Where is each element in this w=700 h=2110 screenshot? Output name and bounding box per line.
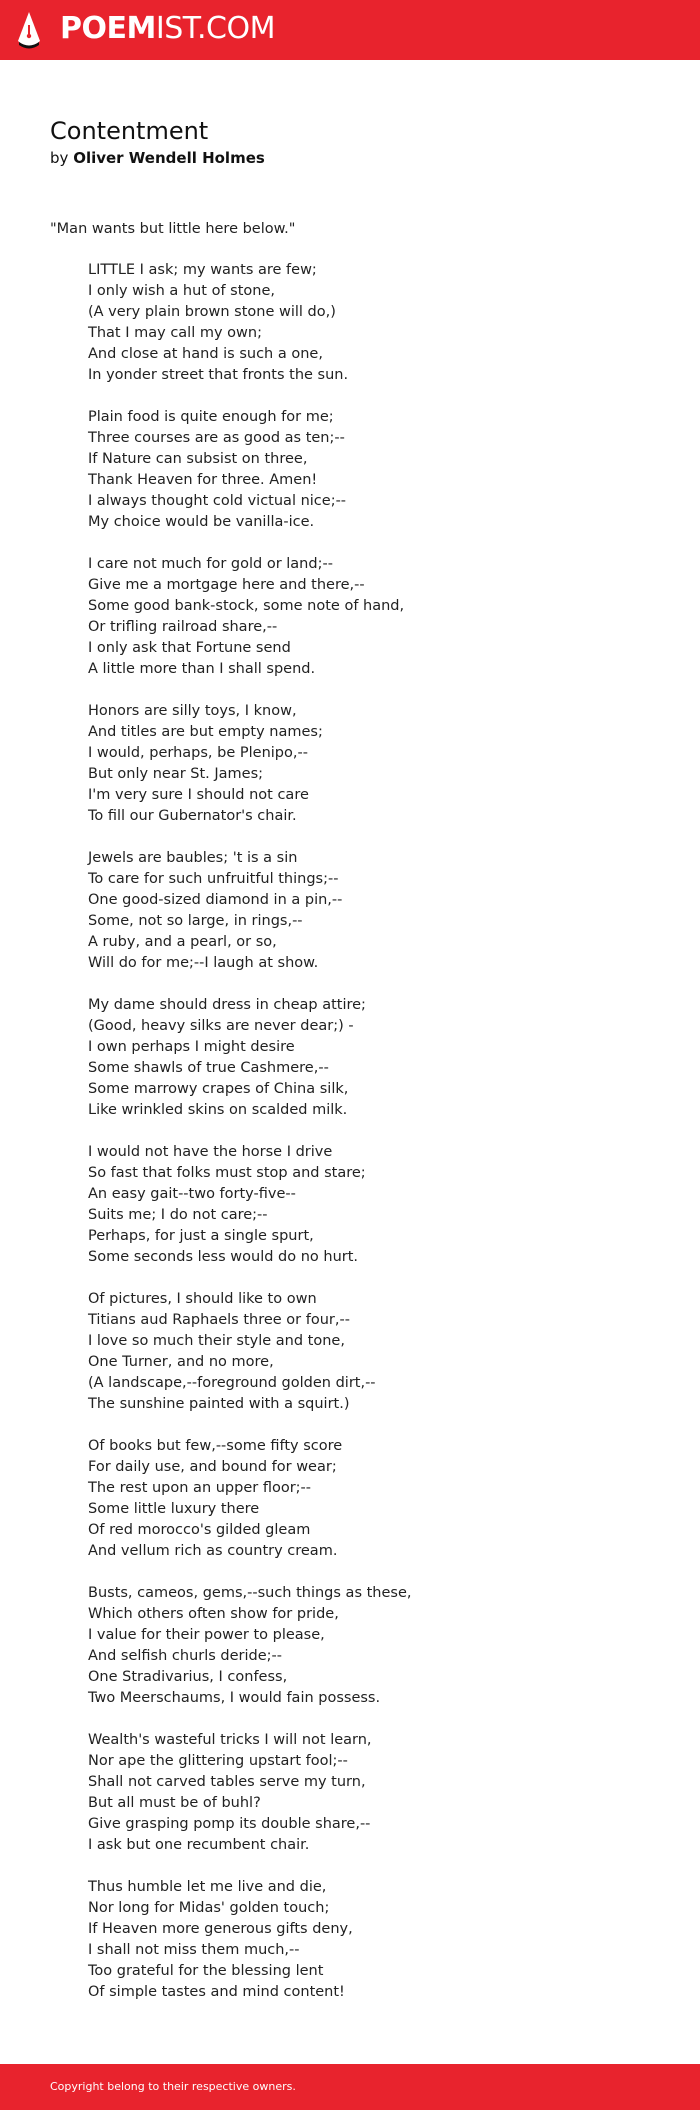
poem-line: Three courses are as good as ten;--: [88, 430, 345, 446]
stanza: [88, 1289, 668, 1415]
stanza: [88, 1877, 668, 2003]
poem-line: Some shawls of true Cashmere,--: [88, 1060, 329, 1076]
pen-nib-icon: [16, 11, 42, 51]
poem-line: I love so much their style and tone,: [88, 1333, 345, 1349]
poem-line: I would not have the horse I drive: [88, 1144, 333, 1160]
poem-line: Titians aud Raphaels three or four,--: [88, 1312, 350, 1328]
poem-line: Of simple tastes and mind content!: [88, 1984, 345, 2000]
poem-line: Thank Heaven for three. Amen!: [88, 472, 318, 488]
poem-line: And selfish churls deride;--: [88, 1648, 283, 1664]
poem-line: I always thought cold victual nice;--: [88, 493, 347, 509]
site-footer: [0, 2064, 700, 2110]
poem-line: My choice would be vanilla-ice.: [88, 514, 315, 530]
poem-line: Some seconds less would do no hurt.: [88, 1249, 359, 1265]
poem-line: Which others often show for pride,: [88, 1606, 339, 1622]
stanza: [88, 995, 668, 1121]
poem-body: [88, 260, 668, 2024]
poem-line: Two Meerschaums, I would fain possess.: [88, 1690, 381, 1706]
poem-line: Will do for me;--I laugh at show.: [88, 955, 319, 971]
stanza: [88, 260, 668, 386]
poem-line: (Good, heavy silks are never dear;) -: [88, 1018, 354, 1034]
poem-line: Shall not carved tables serve my turn,: [88, 1774, 366, 1790]
poem-line: My dame should dress in cheap attire;: [88, 997, 366, 1013]
stanza: [88, 848, 668, 974]
poem-line: Some little luxury there: [88, 1501, 260, 1517]
poem-line: I shall not miss them much,--: [88, 1942, 300, 1958]
poem-line: I care not much for gold or land;--: [88, 556, 333, 572]
poem-line: But all must be of buhl?: [88, 1795, 261, 1811]
poem-line: Plain food is quite enough for me;: [88, 409, 334, 425]
poem-line: And titles are but empty names;: [88, 724, 323, 740]
logo-bold-text: POEM: [60, 11, 156, 46]
by-label: by: [50, 149, 69, 167]
poem-line: I value for their power to please,: [88, 1627, 325, 1643]
poem-line: A ruby, and a pearl, or so,: [88, 934, 277, 950]
poem-line: I'm very sure I should not care: [88, 787, 309, 803]
poem-title: Contentment: [50, 117, 209, 145]
poem-line: Of pictures, I should like to own: [88, 1291, 317, 1307]
poem-line: So fast that folks must stop and stare;: [88, 1165, 366, 1181]
poem-line: Of red morocco's gilded gleam: [88, 1522, 311, 1538]
poem-line: A little more than I shall spend.: [88, 661, 316, 677]
poem-line: Give grasping pomp its double share,--: [88, 1816, 371, 1832]
poem-line: If Heaven more generous gifts deny,: [88, 1921, 353, 1937]
poem-line: Some, not so large, in rings,--: [88, 913, 303, 929]
poem-line: To care for such unfruitful things;--: [88, 871, 339, 887]
poem-line: The rest upon an upper floor;--: [88, 1480, 312, 1496]
poem-line: I would, perhaps, be Plenipo,--: [88, 745, 308, 761]
poem-line: Jewels are baubles; 't is a sin: [88, 850, 298, 866]
poem-line: Wealth's wasteful tricks I will not learn,: [88, 1732, 372, 1748]
poem-line: Thus humble let me live and die,: [88, 1879, 327, 1895]
poem-line: (A landscape,--foreground golden dirt,--: [88, 1375, 376, 1391]
poem-line: I ask but one recumbent chair.: [88, 1837, 310, 1853]
poem-line: Or trifling railroad share,--: [88, 619, 278, 635]
poem-line: Like wrinkled skins on scalded milk.: [88, 1102, 348, 1118]
poem-line: Give me a mortgage here and there,--: [88, 577, 365, 593]
poem-epigraph: "Man wants but little here below.": [50, 221, 296, 237]
poem-line: And vellum rich as country cream.: [88, 1543, 338, 1559]
poem-line: Perhaps, for just a single spurt,: [88, 1228, 314, 1244]
poem-line: One good-sized diamond in a pin,--: [88, 892, 343, 908]
stanza: [88, 1583, 668, 1709]
stanza: [88, 1730, 668, 1856]
poem-line: And close at hand is such a one,: [88, 346, 323, 362]
poem-line: Some good bank-stock, some note of hand,: [88, 598, 405, 614]
stanza: [88, 701, 668, 827]
poem-line: Of books but few,--some fifty score: [88, 1438, 343, 1454]
stanza: [88, 1142, 668, 1268]
stanza: [88, 554, 668, 680]
poem-line: That I may call my own;: [88, 325, 262, 341]
poem-line: Too grateful for the blessing lent: [88, 1963, 324, 1979]
poem-line: Honors are silly toys, I know,: [88, 703, 297, 719]
poem-line: One Turner, and no more,: [88, 1354, 274, 1370]
poem-line: Nor long for Midas' golden touch;: [88, 1900, 330, 1916]
poem-line: To fill our Gubernator's chair.: [88, 808, 297, 824]
poem-line: But only near St. James;: [88, 766, 264, 782]
copyright-text: Copyright belong to their respective owners.: [50, 2080, 296, 2093]
author-name: Oliver Wendell Holmes: [73, 149, 265, 167]
stanza: [88, 407, 668, 533]
poem-line: An easy gait--two forty-five--: [88, 1186, 296, 1202]
poem-line: I only ask that Fortune send: [88, 640, 291, 656]
poem-line: (A very plain brown stone will do,): [88, 304, 336, 320]
poem-line: Nor ape the glittering upstart fool;--: [88, 1753, 348, 1769]
site-header: [0, 0, 700, 60]
poem-line: For daily use, and bound for wear;: [88, 1459, 337, 1475]
poem-line: I own perhaps I might desire: [88, 1039, 295, 1055]
poem-line: I only wish a hut of stone,: [88, 283, 275, 299]
poem-line: LITTLE I ask; my wants are few;: [88, 262, 317, 278]
byline: [50, 148, 265, 168]
site-logo[interactable]: [60, 11, 275, 47]
poem-line: One Stradivarius, I confess,: [88, 1669, 288, 1685]
poem-line: Busts, cameos, gems,--such things as these,: [88, 1585, 412, 1601]
poem-line: Suits me; I do not care;--: [88, 1207, 268, 1223]
poem-line: If Nature can subsist on three,: [88, 451, 308, 467]
poem-line: Some marrowy crapes of China silk,: [88, 1081, 349, 1097]
poem-line: In yonder street that fronts the sun.: [88, 367, 349, 383]
poem-line: The sunshine painted with a squirt.): [88, 1396, 350, 1412]
logo-light-text: IST.COM: [155, 11, 275, 46]
stanza: [88, 1436, 668, 1562]
